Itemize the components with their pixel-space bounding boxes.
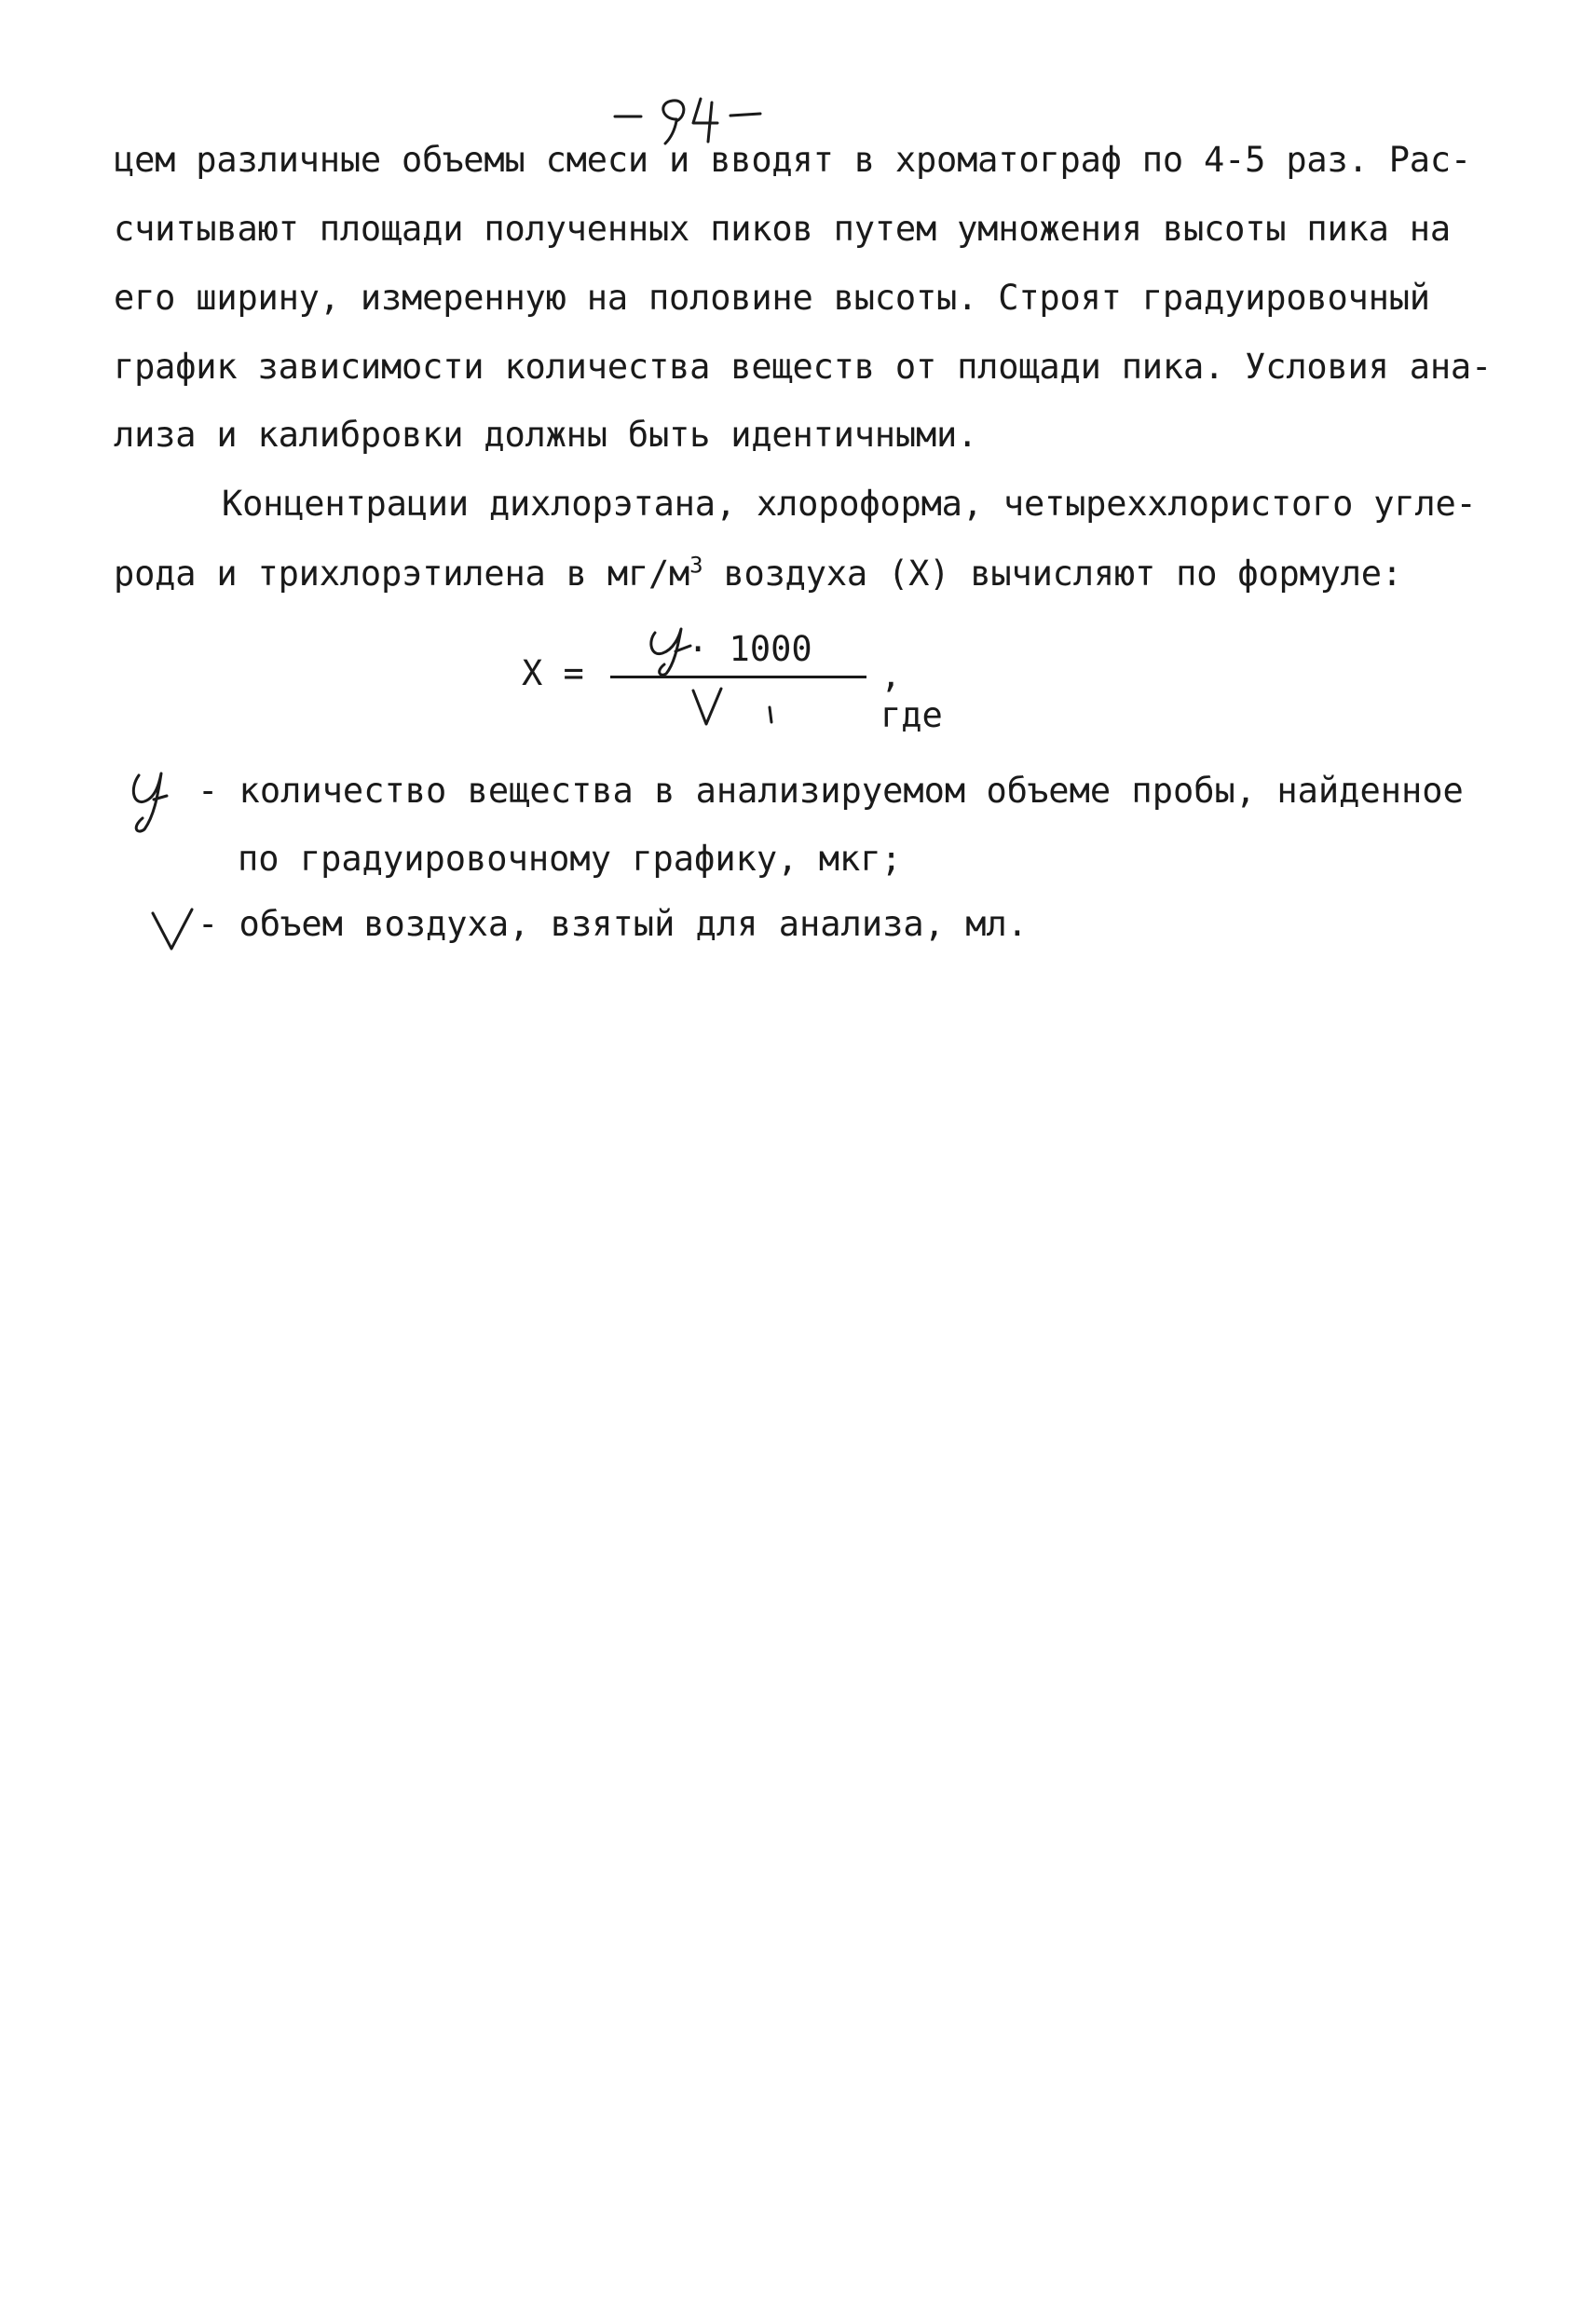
paragraph1-line1: цем различные объемы смеси и вводят в хроматограф по 4-5 раз. Рас- (114, 140, 1472, 180)
paragraph1-line2: считывают площади полученных пиков путем умножения высоты пика на (114, 209, 1451, 249)
cubic-superscript: 3 (689, 552, 703, 579)
formula-trailing: , где (880, 655, 943, 735)
paragraph2-line2-end: воздуха (X) вычисляют по формуле: (703, 554, 1402, 594)
formula-numerator-constant: · 1000 (688, 629, 812, 669)
fraction-bar (610, 676, 866, 678)
formula-v-symbol (624, 681, 811, 732)
legend-v-line1: - объем воздуха, взятый для анализа, мл. (198, 904, 1029, 944)
legend-q-line1: - количество вещества в анализируемом объеме пробы, найденное (198, 771, 1464, 811)
paragraph2-line2 (114, 552, 1402, 596)
paragraph2-line1: Концентрации дихлорэтана, хлороформа, четыреххлористого угле- (222, 484, 1477, 524)
legend-v-symbol (147, 904, 203, 960)
formula-lhs: X = (522, 653, 584, 693)
paragraph1-line4: график зависимости количества веществ от площади пика. Условия ана- (114, 347, 1493, 387)
paragraph1-line3: его ширину, измеренную на половине высоты. Строят градуировочный (114, 278, 1430, 318)
legend-q-symbol (116, 764, 172, 839)
paragraph1-line5: лиза и калибровки должны быть идентичными. (114, 415, 978, 455)
paragraph2-line2-start: рода и трихлорэтилена в мг/м (114, 554, 690, 594)
formula (522, 620, 969, 735)
legend-q-line2: по градуировочному графику, мкг; (238, 839, 902, 879)
